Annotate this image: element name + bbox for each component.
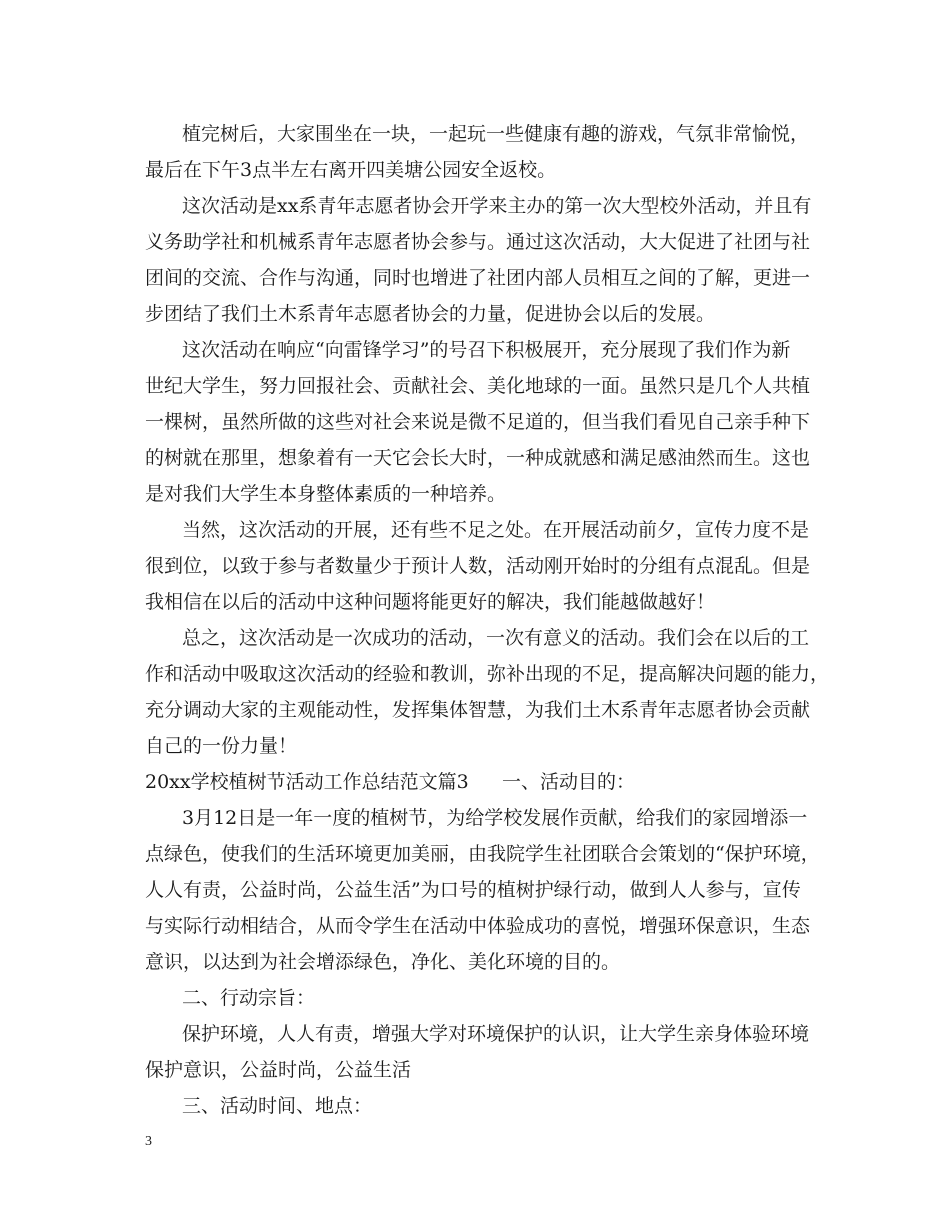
heading-line — [0, 1087, 950, 1125]
paragraph-line — [0, 151, 950, 189]
line-text: 一棵树，虽然所做的这些对社会来说是微不足道的，但当我们看见自己亲手种下 — [145, 411, 811, 433]
line-text: 这次活动是xx系青年志愿者协会开学来主办的第一次大型校外活动，并且有 — [182, 195, 812, 217]
paragraph-line — [0, 115, 950, 153]
line-text: 最后在下午3点半左右离开四美塘公园安全返校。 — [145, 159, 557, 181]
line-text: 步团结了我们土木系青年志愿者协会的力量，促进协会以后的发展。 — [145, 303, 716, 325]
paragraph-line — [0, 547, 950, 585]
paragraph-line — [0, 655, 950, 693]
paragraph-line — [0, 691, 950, 729]
paragraph-line — [0, 799, 950, 837]
line-text: 点绿色，使我们的生活环境更加美丽，由我院学生社团联合会策划的“保护环境， — [145, 843, 820, 865]
line-text: 自己的一份力量！ — [145, 735, 298, 757]
paragraph-line — [0, 475, 950, 513]
line-text: 我相信在以后的活动中这种问题将能更好的解决，我们能越做越好！ — [145, 591, 716, 613]
line-text: 作和活动中吸取这次活动的经验和教训，弥补出现的不足，提高解决问题的能力， — [145, 663, 830, 685]
paragraph-line — [0, 403, 950, 441]
paragraph-line — [0, 223, 950, 261]
paragraph-line — [0, 259, 950, 297]
line-text: 保护意识，公益时尚，公益生活 — [145, 1059, 412, 1081]
paragraph-line — [0, 331, 950, 369]
heading-line — [0, 763, 950, 801]
page-number: 3 — [145, 1134, 152, 1149]
line-text: 总之，这次活动是一次成功的活动，一次有意义的活动。我们会在以后的工 — [182, 627, 810, 649]
line-text: 义务助学社和机械系青年志愿者协会参与。通过这次活动，大大促进了社团与社 — [145, 231, 811, 253]
line-text: 人人有责，公益时尚，公益生活”为口号的植树护绿行动，做到人人参与，宣传 — [145, 879, 801, 901]
line-text: 这次活动在响应“向雷锋学习”的号召下积极展开，充分展现了我们作为新 — [182, 339, 791, 361]
subsection-heading: 一、活动目的： — [502, 771, 636, 793]
line-text: 世纪大学生，努力回报社会、贡献社会、美化地球的一面。虽然只是几个人共植 — [145, 375, 811, 397]
paragraph-line — [0, 439, 950, 477]
line-text: 植完树后，大家围坐在一块，一起玩一些健康有趣的游戏，气氛非常愉悦， — [182, 123, 810, 145]
paragraph-line — [0, 1051, 950, 1089]
line-text: 保护环境，人人有责，增强大学对环境保护的认识，让大学生亲身体验环境 — [182, 1023, 810, 1045]
paragraph-line — [0, 1015, 950, 1053]
paragraph-line — [0, 295, 950, 333]
paragraph-line — [0, 943, 950, 981]
line-text: 3月12日是一年一度的植树节，为给学校发展作贡献，给我们的家园增添一 — [182, 807, 808, 829]
line-text: 的树就在那里，想象着有一天它会长大时，一种成就感和满足感油然而生。这也 — [145, 447, 811, 469]
paragraph-line — [0, 367, 950, 405]
paragraph-line — [0, 835, 950, 873]
heading-line — [0, 979, 950, 1017]
paragraph-line — [0, 511, 950, 549]
line-text: 意识，以达到为社会增添绿色，净化、美化环境的目的。 — [145, 951, 621, 973]
subsection-heading: 二、行动宗旨： — [182, 987, 316, 1009]
section-title: 20xx学校植树节活动工作总结范文篇3 — [145, 771, 469, 793]
paragraph-line — [0, 583, 950, 621]
paragraph-line — [0, 907, 950, 945]
line-text: 是对我们大学生本身整体素质的一种培养。 — [145, 483, 507, 505]
line-text: 与实际行动相结合，从而令学生在活动中体验成功的喜悦，增强环保意识，生态 — [145, 915, 811, 937]
paragraph-line — [0, 619, 950, 657]
paragraph-line — [0, 871, 950, 909]
line-text: 充分调动大家的主观能动性，发挥集体智慧，为我们土木系青年志愿者协会贡献 — [145, 699, 811, 721]
paragraph-line — [0, 187, 950, 225]
line-text: 团间的交流、合作与沟通，同时也增进了社团内部人员相互之间的了解，更进一 — [145, 267, 811, 289]
line-text: 很到位，以致于参与者数量少于预计人数，活动刚开始时的分组有点混乱。但是 — [145, 555, 811, 577]
subsection-heading: 三、活动时间、地点： — [182, 1095, 373, 1117]
line-text: 当然，这次活动的开展，还有些不足之处。在开展活动前夕，宣传力度不是 — [182, 519, 810, 541]
paragraph-line — [0, 727, 950, 765]
